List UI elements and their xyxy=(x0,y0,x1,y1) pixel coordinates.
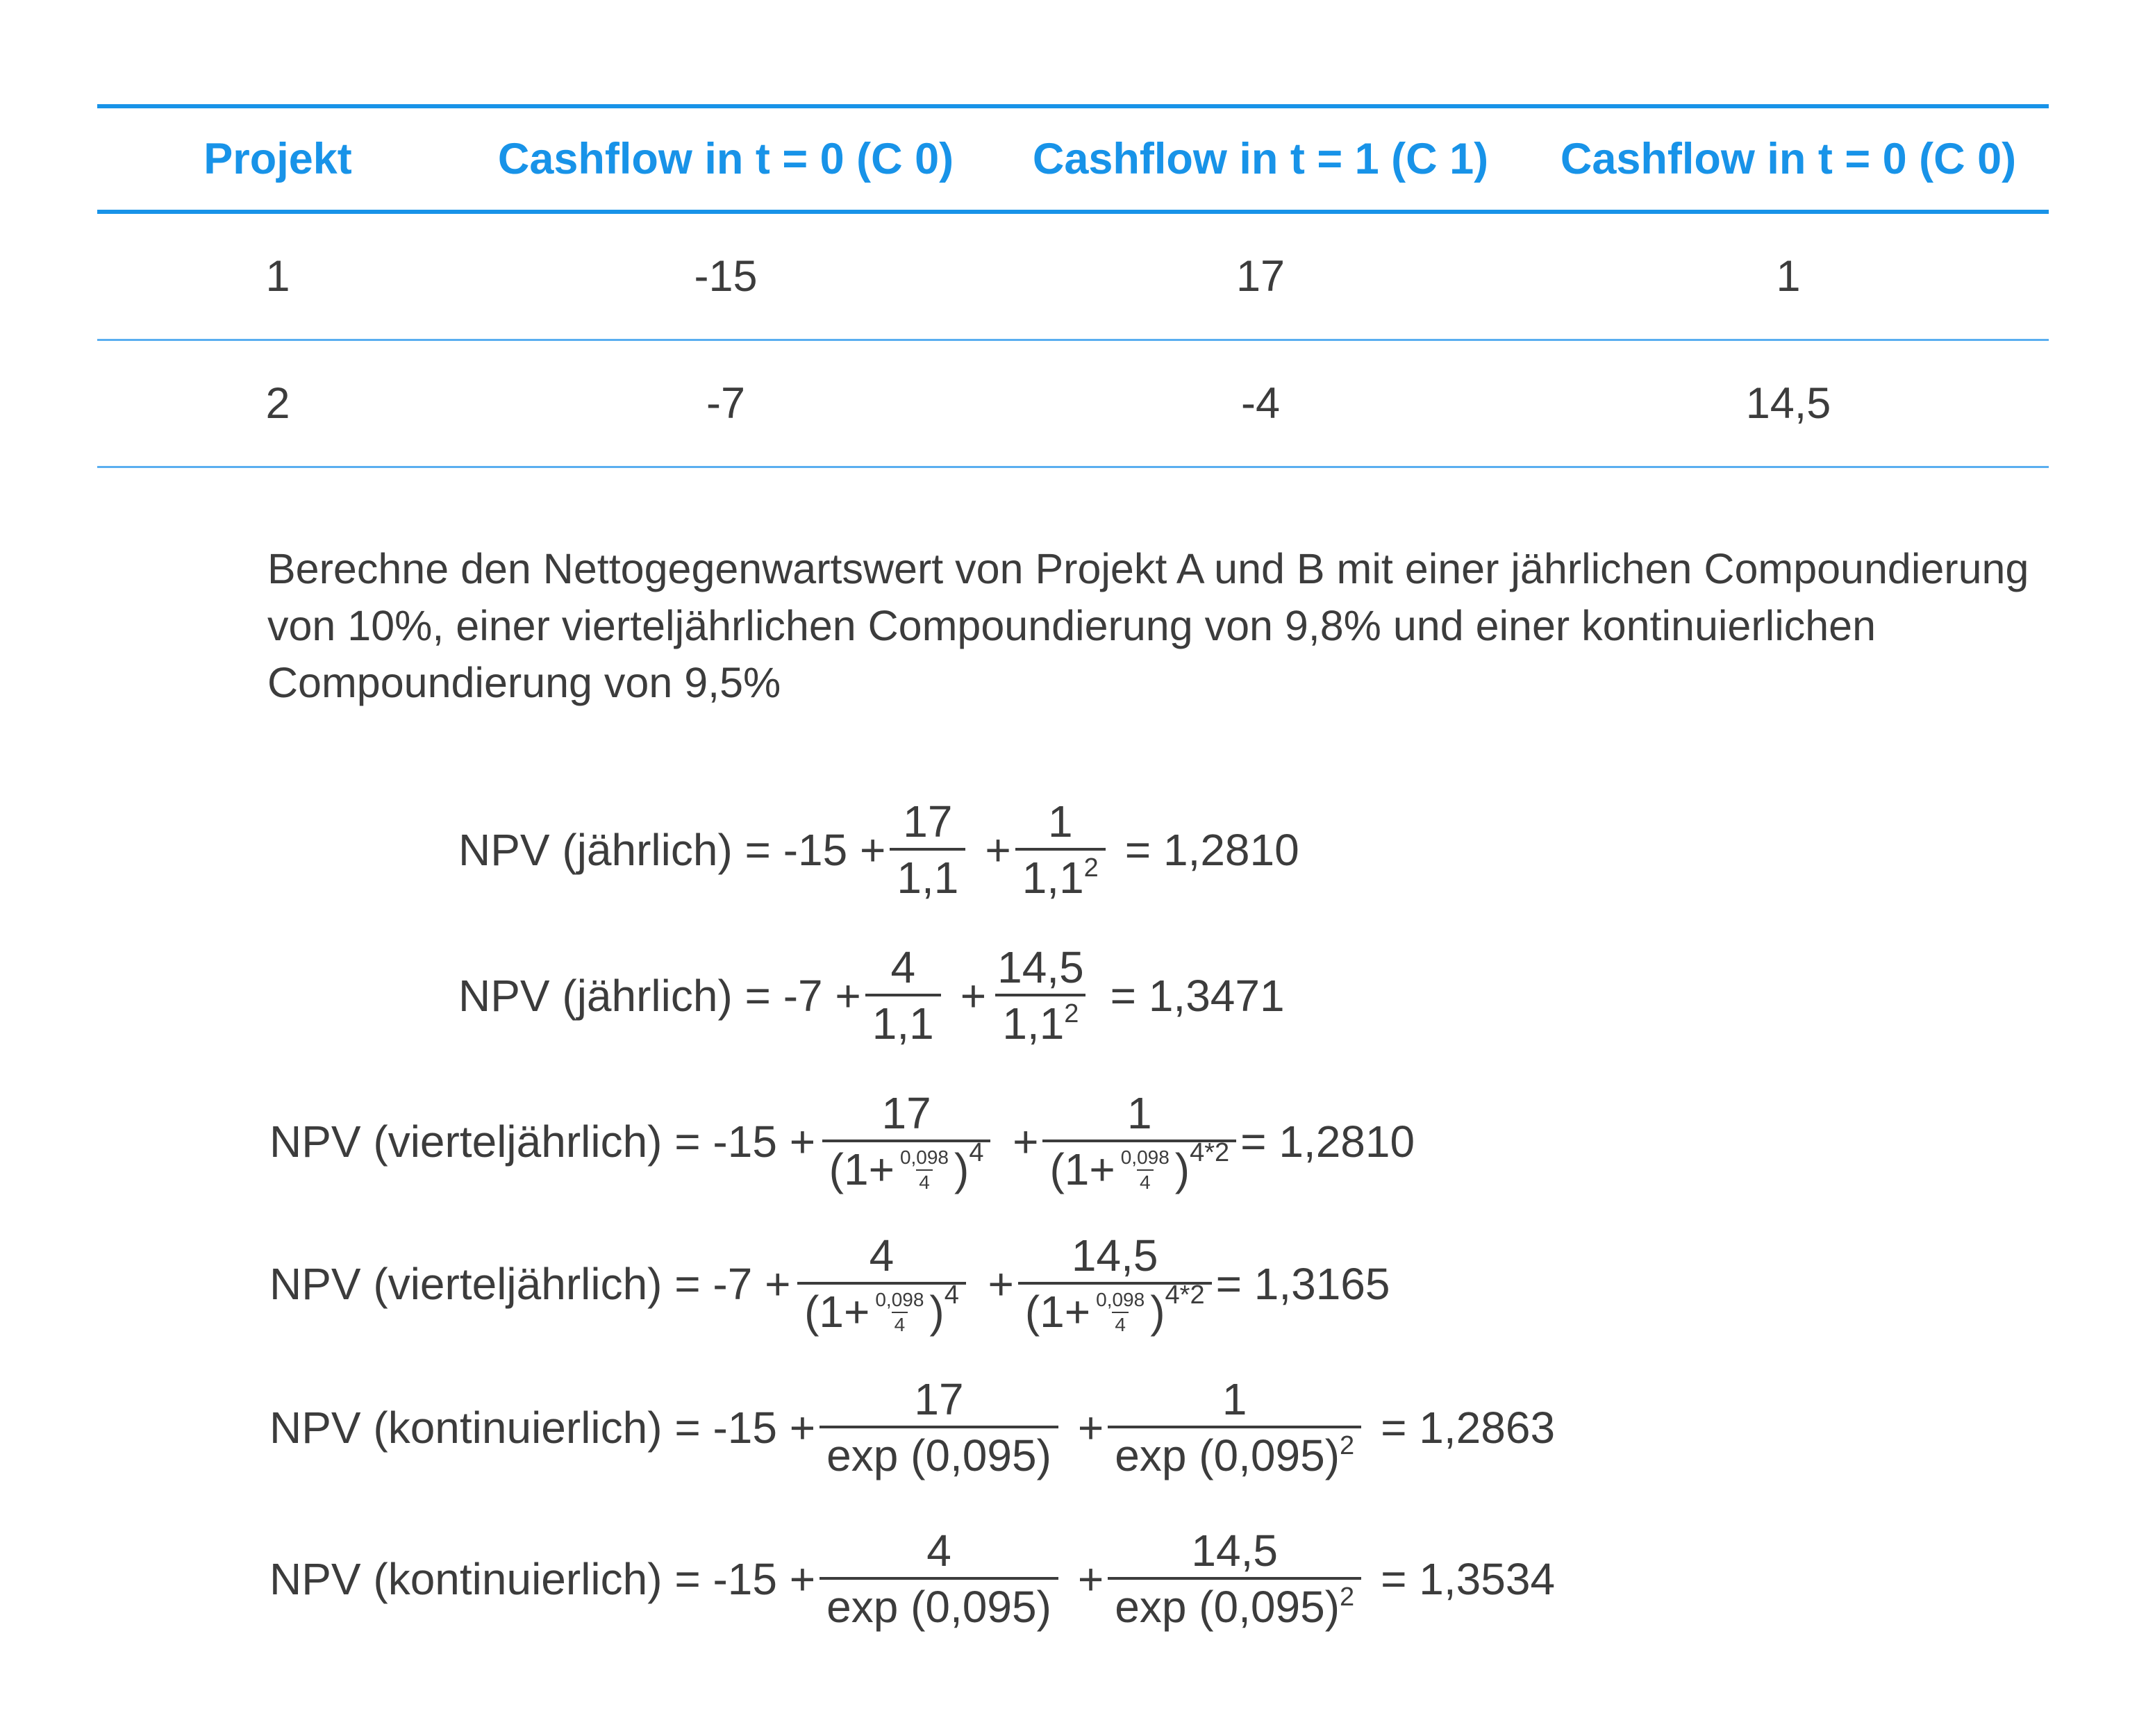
equation-label: NPV (kontinuierlich) = -15 + xyxy=(269,1403,816,1453)
rate-denominator: 4 xyxy=(916,1169,933,1192)
denominator-base: 1,1 xyxy=(1002,999,1065,1049)
numerator: 1 xyxy=(1047,796,1073,846)
denominator xyxy=(797,1282,966,1335)
plus-sign: + xyxy=(960,971,987,1021)
equation-result: = 1,3534 xyxy=(1381,1554,1556,1605)
rate-numerator: 0,098 xyxy=(899,1146,949,1169)
equation-label: NPV (kontinuierlich) = -15 + xyxy=(269,1554,816,1605)
exponent: 2 xyxy=(1340,1431,1355,1461)
rate-numerator: 0,098 xyxy=(1120,1146,1170,1169)
denominator-base: exp (0,095) xyxy=(1115,1430,1340,1481)
fraction xyxy=(819,1376,1058,1479)
numerator: 1 xyxy=(1222,1374,1247,1424)
table-cell: -15 xyxy=(694,252,758,301)
table-header-row xyxy=(97,106,2049,212)
equation-yearly-project-2 xyxy=(458,944,1285,1047)
numerator: 14,5 xyxy=(1191,1526,1278,1576)
equation-result: = 1,2863 xyxy=(1381,1403,1556,1453)
numerator: 14,5 xyxy=(1071,1230,1158,1280)
bracket-close: ) xyxy=(954,1144,970,1195)
header-cashflow-t0-second: Cashflow in t = 0 (C 0) xyxy=(1560,135,2017,183)
denominator-base: exp (0,095) xyxy=(1115,1582,1340,1633)
equation-continuous-project-2 xyxy=(269,1526,1556,1633)
numerator: 17 xyxy=(914,1374,964,1424)
fraction xyxy=(1018,1230,1212,1337)
numerator: 14,5 xyxy=(997,942,1084,992)
denominator: 1,1 xyxy=(865,994,941,1047)
bracket-close: ) xyxy=(1174,1144,1190,1195)
bracket-open: (1+ xyxy=(829,1144,895,1195)
equation-label: NPV (vierteljährlich) = -7 + xyxy=(269,1259,791,1310)
plus-sign: + xyxy=(1077,1403,1104,1453)
table-row xyxy=(97,340,2049,467)
equation-result: = 1,3165 xyxy=(1215,1259,1390,1310)
fraction xyxy=(1108,1376,1361,1479)
exponent: 4 xyxy=(969,1137,984,1167)
denominator: exp (0,095) xyxy=(819,1426,1058,1479)
numerator: 1 xyxy=(1127,1088,1152,1138)
rate-fraction xyxy=(1093,1290,1147,1335)
fraction xyxy=(819,1526,1058,1633)
denominator xyxy=(1108,1577,1361,1633)
bracket-open: (1+ xyxy=(1024,1287,1091,1337)
rate-denominator: 4 xyxy=(1112,1312,1129,1335)
numerator: 17 xyxy=(903,796,953,846)
table-cell: 14,5 xyxy=(1745,379,1831,428)
fraction xyxy=(1042,1090,1236,1193)
table-cell: 2 xyxy=(265,379,290,428)
equation-continuous-project-1 xyxy=(269,1376,1555,1479)
table-row xyxy=(97,212,2049,340)
table-cell: 1 xyxy=(1776,252,1801,301)
denominator xyxy=(822,1137,991,1195)
denominator xyxy=(1042,1137,1236,1195)
equation-label: NPV (jährlich) = -7 + xyxy=(458,971,861,1021)
equation-result: = 1,2810 xyxy=(1240,1117,1415,1167)
table-cell: 17 xyxy=(1235,252,1286,301)
denominator xyxy=(1015,848,1106,901)
table-cell: -7 xyxy=(706,379,746,428)
plus-sign: + xyxy=(985,825,1011,876)
numerator: 17 xyxy=(881,1088,931,1138)
denominator xyxy=(1018,1282,1212,1335)
exponent: 4*2 xyxy=(1165,1280,1205,1310)
fraction xyxy=(990,944,1091,1047)
denominator: exp (0,095) xyxy=(819,1577,1058,1630)
header-projekt: Projekt xyxy=(203,135,352,183)
rate-numerator: 0,098 xyxy=(875,1289,924,1311)
equation-quarterly-project-1 xyxy=(269,1090,1415,1193)
fraction xyxy=(865,944,941,1047)
rate-denominator: 4 xyxy=(892,1312,908,1335)
fraction xyxy=(890,796,965,903)
equation-label: NPV (vierteljährlich) = -15 + xyxy=(269,1117,816,1167)
fraction xyxy=(1108,1526,1361,1633)
rate-denominator: 4 xyxy=(1137,1169,1154,1192)
exponent: 4*2 xyxy=(1190,1137,1230,1167)
equation-yearly-project-1 xyxy=(458,796,1299,903)
bracket-close: ) xyxy=(1150,1287,1165,1337)
header-cashflow-t1: Cashflow in t = 1 (C 1) xyxy=(1032,135,1489,183)
table-cell: -4 xyxy=(1240,379,1281,428)
table-cell: 1 xyxy=(265,252,290,301)
plus-sign: + xyxy=(1077,1554,1104,1605)
rate-fraction xyxy=(872,1290,926,1335)
numerator: 4 xyxy=(890,942,916,992)
cashflow-table xyxy=(97,104,2049,468)
fraction xyxy=(794,1230,968,1337)
plus-sign: + xyxy=(988,1259,1014,1310)
equation-quarterly-project-2 xyxy=(269,1230,1390,1337)
task-description: Berechne den Nettogegenwartswert von Projekt A und B mit einer jährlichen Compoundierung von 10%, einer vierteljährlichen Compoundierung von 9,8% und einer kontinuierlichen Compoundierung von 9,5% xyxy=(267,545,2029,706)
exponent: 2 xyxy=(1083,853,1099,883)
bracket-close: ) xyxy=(929,1287,945,1337)
plus-sign: + xyxy=(1013,1117,1039,1167)
denominator: 1,1 xyxy=(890,848,965,901)
rate-fraction xyxy=(897,1147,951,1192)
denominator xyxy=(1108,1426,1361,1479)
bracket-open: (1+ xyxy=(804,1287,870,1337)
exponent: 2 xyxy=(1340,1583,1355,1612)
fraction xyxy=(1015,796,1106,903)
denominator-base: 1,1 xyxy=(1022,853,1084,903)
equation-label: NPV (jährlich) = -15 + xyxy=(458,825,886,876)
rate-numerator: 0,098 xyxy=(1096,1289,1145,1311)
exponent: 4 xyxy=(944,1280,959,1310)
numerator: 4 xyxy=(926,1526,951,1576)
rate-fraction xyxy=(1118,1147,1172,1192)
denominator xyxy=(995,994,1085,1047)
exponent: 2 xyxy=(1064,999,1079,1029)
equation-result: = 1,3471 xyxy=(1110,971,1285,1021)
equation-result: = 1,2810 xyxy=(1124,825,1299,876)
fraction xyxy=(819,1090,993,1193)
numerator: 4 xyxy=(869,1230,895,1280)
header-cashflow-t0: Cashflow in t = 0 (C 0) xyxy=(497,135,954,183)
bracket-open: (1+ xyxy=(1049,1144,1115,1195)
